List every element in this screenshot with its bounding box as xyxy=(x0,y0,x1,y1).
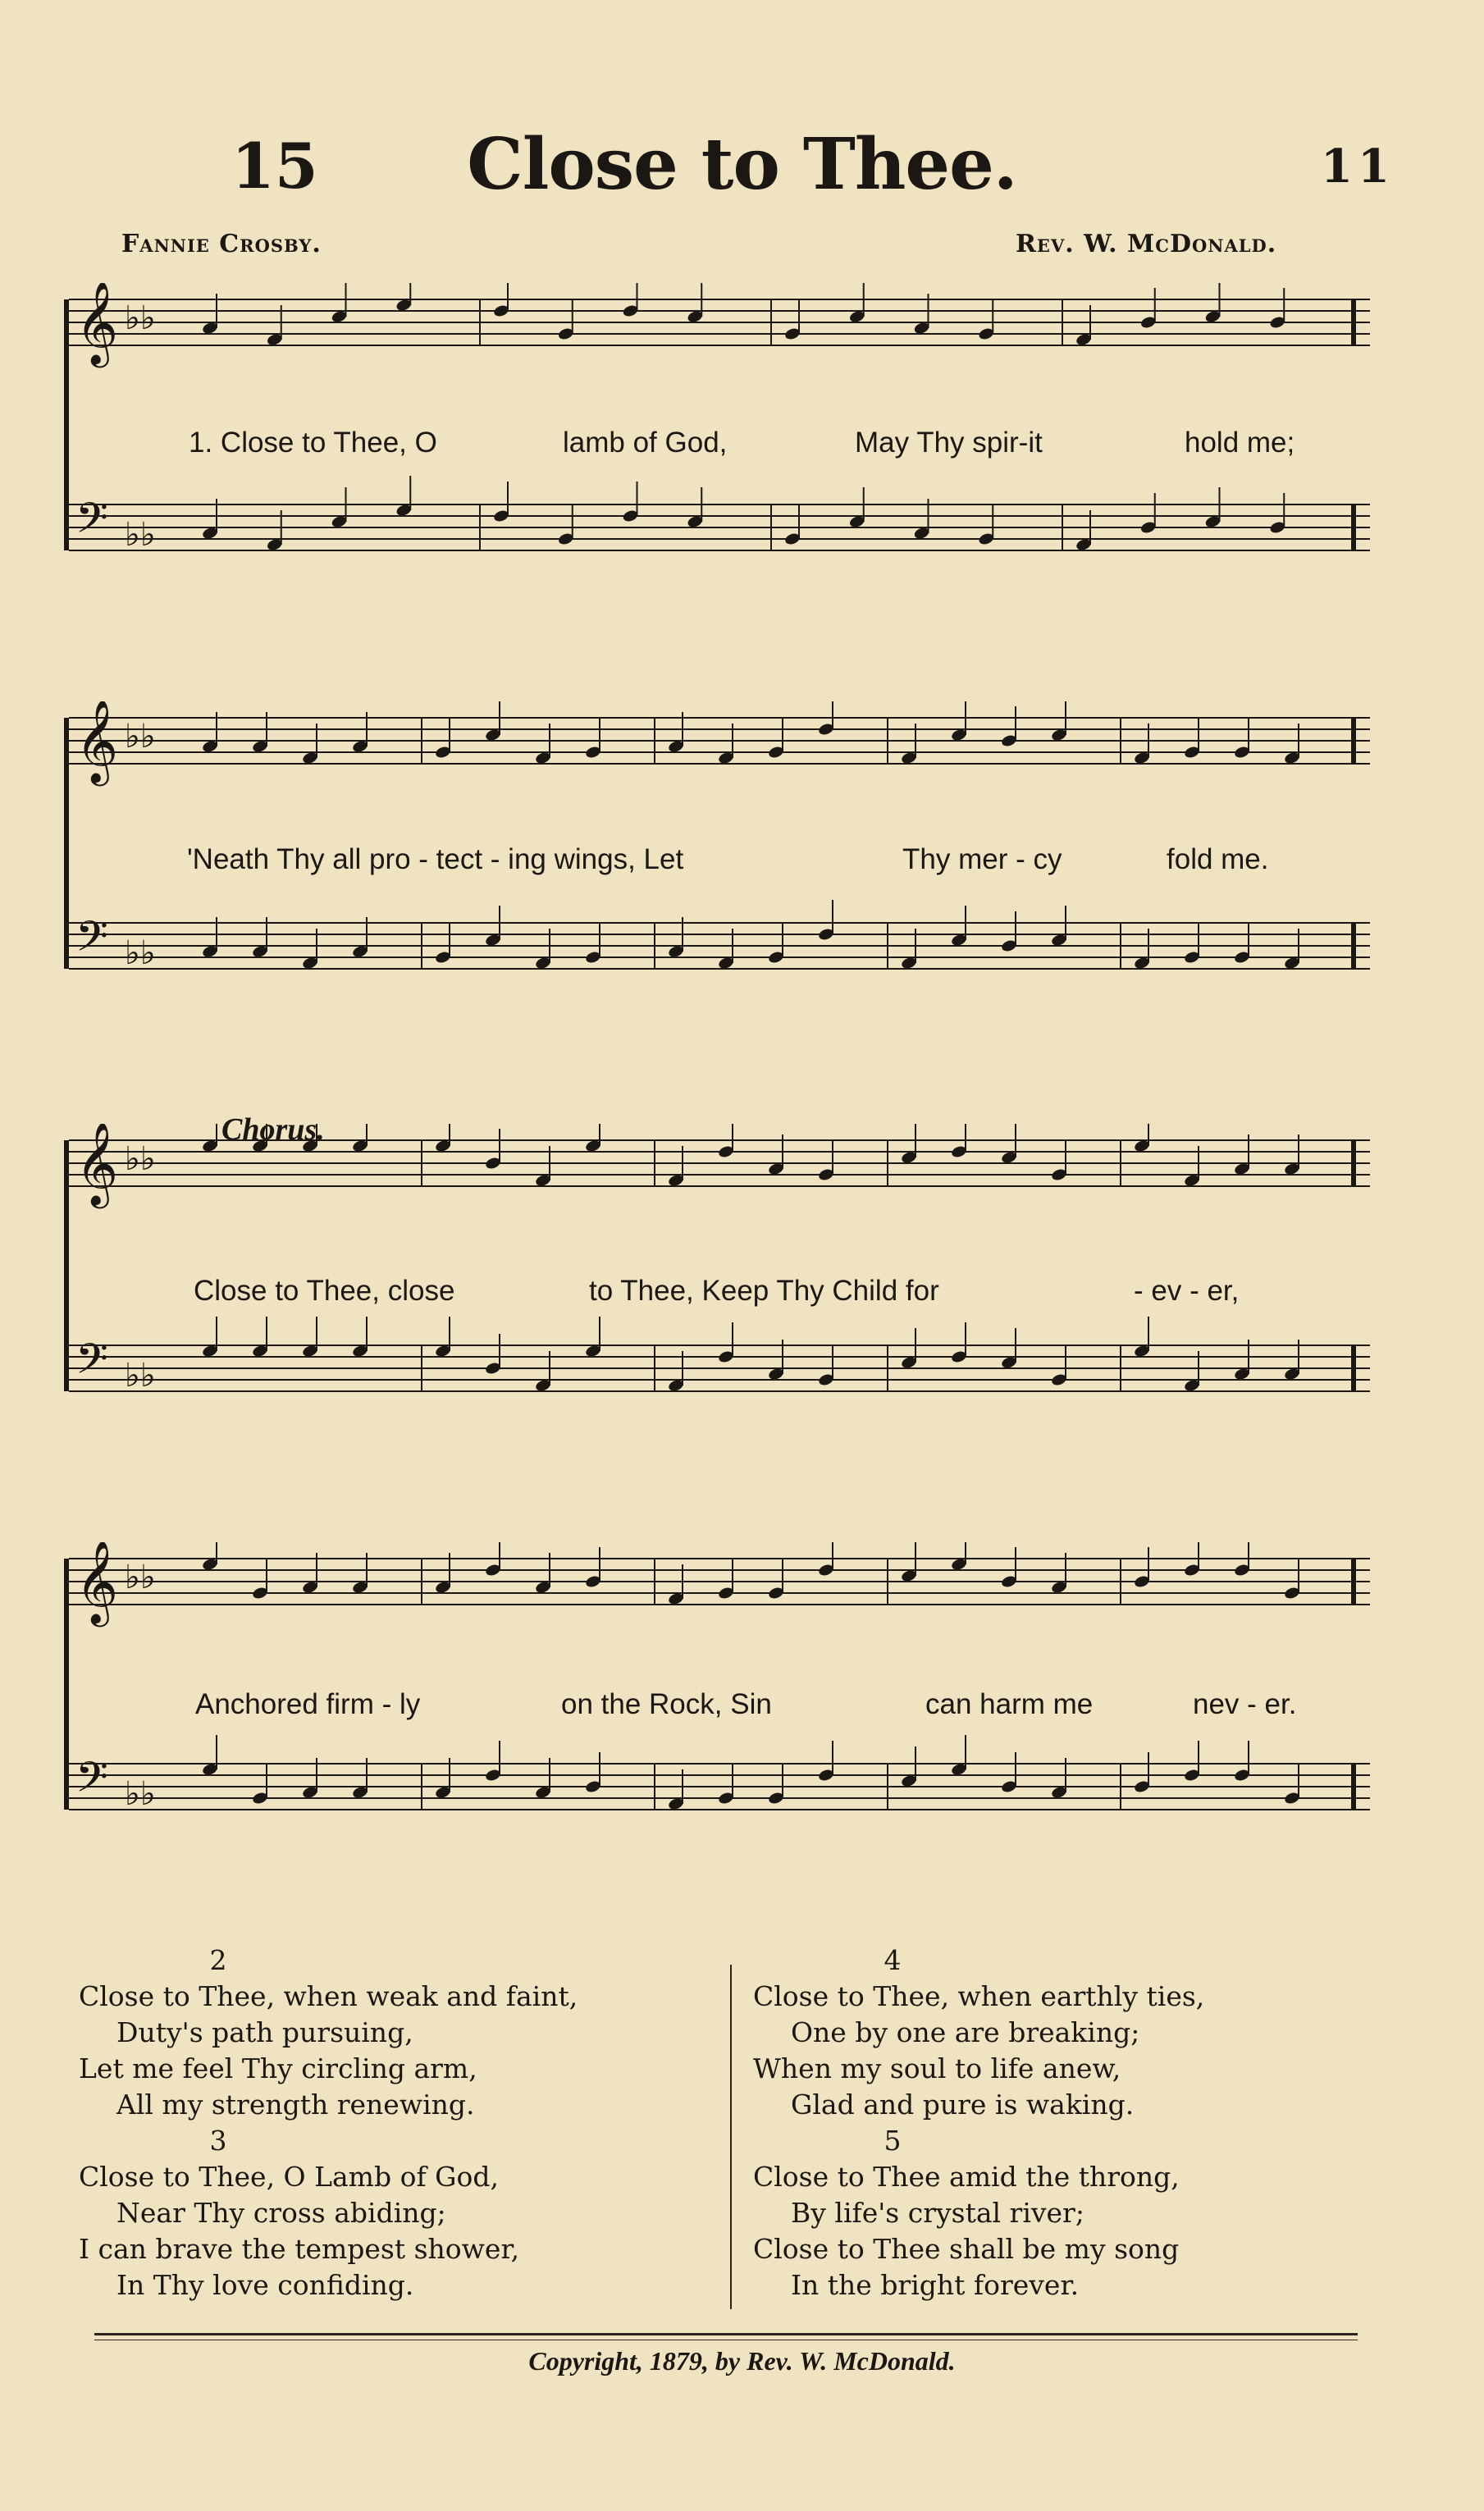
flat-icon: ♭♭ xyxy=(125,718,156,756)
hymn-title: Close to Thee. xyxy=(467,123,1017,206)
lyric-segment: nev - er. xyxy=(1193,1688,1297,1720)
lyric-segment: Thy mer - cy xyxy=(902,843,1062,875)
verse-line: By life's crystal river; xyxy=(791,2197,1084,2229)
verse-line: Close to Thee, when earthly ties, xyxy=(753,1980,1205,2012)
flat-icon: ♭♭ xyxy=(125,516,156,554)
verse-line: Duty's path pursuing, xyxy=(116,2016,413,2048)
bass-clef-icon: 𝄢 xyxy=(75,911,108,971)
bass-clef-icon: 𝄢 xyxy=(75,1334,108,1394)
lyric-segment: Anchored firm - ly xyxy=(195,1688,421,1720)
flat-icon: ♭♭ xyxy=(125,1559,156,1596)
verse-number: 2 xyxy=(209,1944,227,1976)
verse-line: In Thy love confiding. xyxy=(116,2269,414,2301)
verse-line: All my strength renewing. xyxy=(116,2089,475,2121)
treble-clef-icon: 𝄞 xyxy=(75,1124,119,1205)
verse-number: 5 xyxy=(884,2125,902,2157)
treble-clef-icon: 𝄞 xyxy=(75,1542,119,1623)
lyric-segment: 1. Close to Thee, O xyxy=(189,427,437,459)
system-brace xyxy=(64,1140,69,1391)
composer-credit: Rev. W. McDonald. xyxy=(1016,230,1277,258)
lyric-segment: 'Neath Thy all pro - tect - ing wings, Let xyxy=(187,843,684,875)
flat-icon: ♭♭ xyxy=(125,1357,156,1395)
verse-number: 3 xyxy=(209,2125,227,2157)
verse-line: Close to Thee, O Lamb of God, xyxy=(79,2161,499,2193)
lyric-segment: hold me; xyxy=(1185,427,1295,459)
lyric-segment: Close to Thee, close xyxy=(194,1275,455,1307)
flat-icon: ♭♭ xyxy=(125,1775,156,1813)
copyright-notice: Copyright, 1879, by Rev. W. McDonald. xyxy=(528,2346,956,2376)
verse-line: One by one are breaking; xyxy=(791,2016,1140,2048)
system-brace xyxy=(64,299,69,550)
verse-line: Near Thy cross abiding; xyxy=(116,2197,446,2229)
verse-line: Close to Thee shall be my song xyxy=(753,2233,1180,2265)
verse-line: In the bright forever. xyxy=(791,2269,1080,2301)
verse-line: When my soul to life anew, xyxy=(753,2052,1121,2084)
verse-line: Let me feel Thy circling arm, xyxy=(79,2052,477,2084)
treble-clef-icon: 𝄞 xyxy=(75,701,119,783)
page-number: 11 xyxy=(1321,139,1395,194)
lyricist-credit: Fannie Crosby. xyxy=(121,230,322,258)
verse-line: I can brave the tempest shower, xyxy=(79,2233,520,2265)
lyric-segment: to Thee, Keep Thy Child for xyxy=(589,1275,939,1307)
lyric-segment: - ev - er, xyxy=(1134,1275,1240,1307)
flat-icon: ♭♭ xyxy=(125,1140,156,1178)
system-brace xyxy=(64,718,69,969)
verse-column-right xyxy=(753,1943,1393,2303)
chorus-label: Chorus. xyxy=(221,1112,325,1147)
verse-line: Close to Thee amid the throng, xyxy=(753,2161,1180,2193)
verse-line: Close to Thee, when weak and faint, xyxy=(79,1980,578,2012)
verse-column-left xyxy=(79,1943,719,2303)
flat-icon: ♭♭ xyxy=(125,299,156,337)
lyric-segment: can harm me xyxy=(925,1688,1094,1720)
lyric-segment: lamb of God, xyxy=(563,427,728,459)
verse-line: Glad and pure is waking. xyxy=(791,2089,1135,2121)
column-divider xyxy=(730,1965,732,2309)
hymn-number: 15 xyxy=(231,130,318,203)
system-brace xyxy=(64,1559,69,1810)
flat-icon: ♭♭ xyxy=(125,934,156,972)
verse-number: 4 xyxy=(884,1944,902,1976)
lyric-segment: fold me. xyxy=(1167,843,1269,875)
lyric-segment: on the Rock, Sin xyxy=(561,1688,772,1720)
lyric-segment: May Thy spir-it xyxy=(855,427,1043,459)
bass-clef-icon: 𝄢 xyxy=(75,1752,108,1812)
footer-rule xyxy=(94,2333,1358,2335)
treble-clef-icon: 𝄞 xyxy=(75,283,119,364)
bass-clef-icon: 𝄢 xyxy=(75,493,108,553)
